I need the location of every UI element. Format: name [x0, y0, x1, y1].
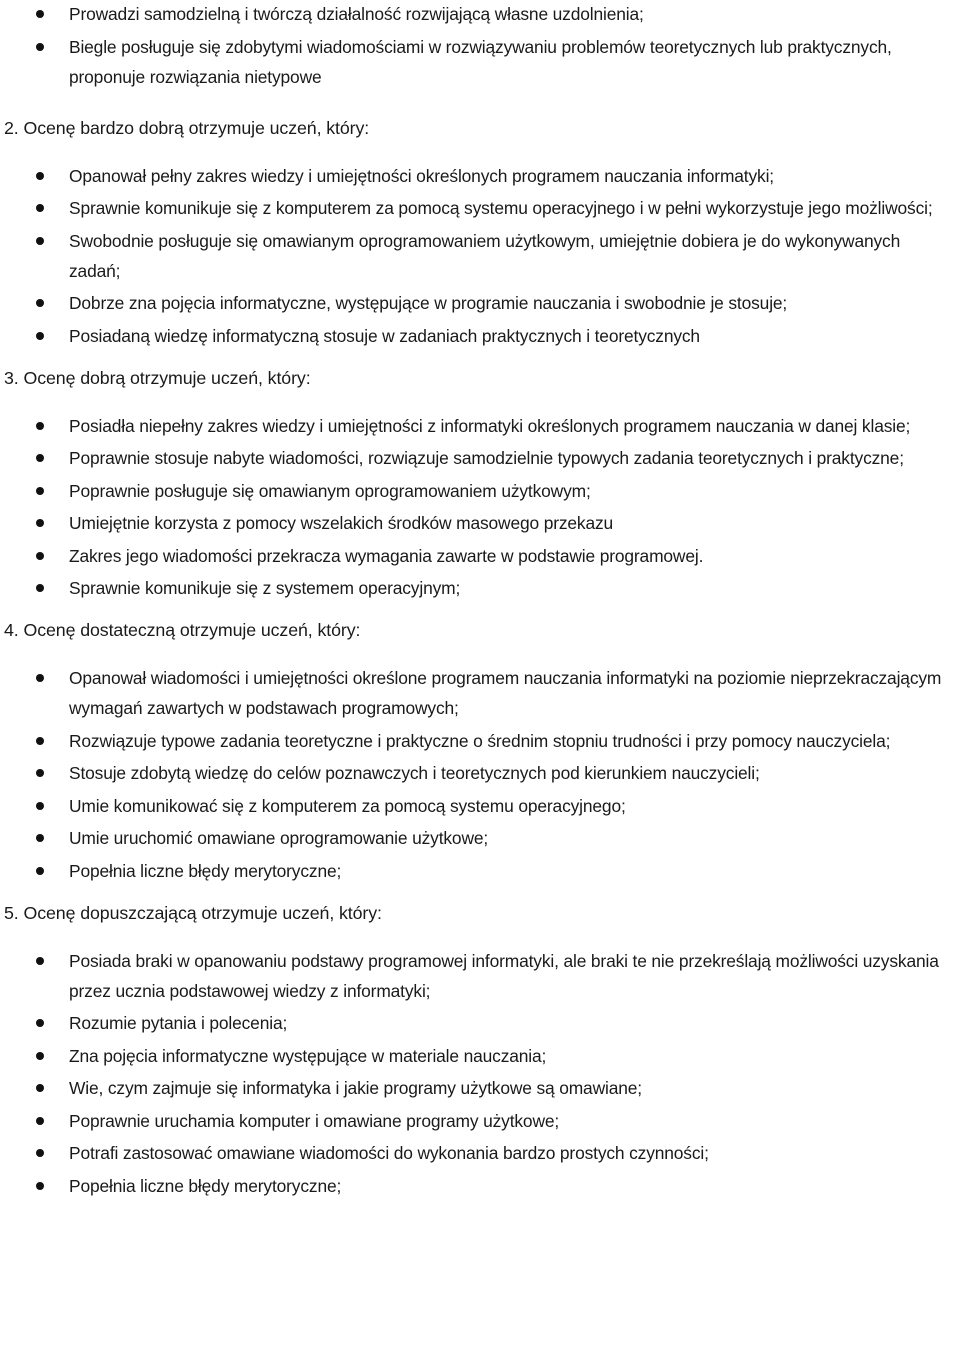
bullet-icon: [36, 1019, 44, 1027]
list-item: [0, 1041, 960, 1071]
bullet-icon: [36, 834, 44, 842]
list-item-text: Stosuje zdobytą wiedzę do celów poznawczych i teoretycznych pod kierunkiem nauczycieli;: [69, 763, 760, 783]
bullet-icon: [36, 1084, 44, 1092]
bullet-icon: [36, 867, 44, 875]
bullet-icon: [36, 737, 44, 745]
list-item: [0, 161, 960, 191]
section-heading: 2. Ocenę bardzo dobrą otrzymuje uczeń, który:: [4, 117, 370, 138]
bullet-icon: [36, 802, 44, 810]
section-heading: 3. Ocenę dobrą otrzymuje uczeń, który:: [4, 367, 311, 388]
list-item-text: Sprawnie komunikuje się z systemem operacyjnym;: [69, 578, 461, 598]
list-item: [0, 226, 960, 286]
bullet-icon: [36, 519, 44, 527]
list-item-text: Popełnia liczne błędy merytoryczne;: [69, 860, 342, 881]
bullet-icon: [36, 584, 44, 592]
list-item: [0, 946, 960, 1006]
list-item: [0, 791, 960, 821]
list-item-text: Umiejętnie korzysta z pomocy wszelakich środków masowego przekazu: [69, 513, 614, 533]
bullet-icon: [36, 1182, 44, 1190]
list-item-text: Opanował pełny zakres wiedzy i umiejętności określonych programem nauczania informatyki;: [69, 165, 774, 186]
bullet-icon: [36, 10, 44, 18]
bullet-icon: [36, 422, 44, 430]
list-item: [0, 508, 960, 538]
section-list: [0, 946, 960, 1201]
list-item: [0, 0, 960, 29]
bullet-icon: [36, 1052, 44, 1060]
list-item-text: Zna pojęcia informatyczne występujące w materiale nauczania;: [69, 1045, 547, 1066]
bullet-icon: [36, 552, 44, 560]
section-list: [0, 663, 960, 886]
list-item-text: Popełnia liczne błędy merytoryczne;: [69, 1175, 342, 1196]
intro-list: [0, 0, 960, 92]
bullet-icon: [36, 769, 44, 777]
list-item-text: Posiadła niepełny zakres wiedzy i umiejętności z informatyki określonych programem nauczania w danej klasie;: [69, 415, 911, 436]
section-list: [0, 411, 960, 604]
list-item-text: Rozwiązuje typowe zadania teoretyczne i praktyczne o średnim stopniu trudności i przy pomocy nauczyciela;: [69, 730, 891, 751]
section-heading: 4. Ocenę dostateczną otrzymuje uczeń, który:: [4, 620, 361, 640]
list-item-text: Dobrze zna pojęcia informatyczne, występujące w programie nauczania i swobodnie je stosuje;: [69, 293, 788, 313]
list-item: [0, 288, 960, 318]
list-item: [0, 411, 960, 441]
list-item-text: Posiada braki w opanowaniu podstawy programowej informatyki, ale braki te nie przekreślają możliwości uzyskania przez ucznia podstawowej wiedzy z informatyki;: [69, 950, 939, 1001]
list-item: [0, 1008, 960, 1038]
list-item: [0, 573, 960, 603]
bullet-icon: [36, 957, 44, 965]
list-item: [0, 663, 960, 723]
bullet-icon: [36, 454, 44, 462]
list-item: [0, 32, 960, 92]
list-item-text: Umie uruchomić omawiane oprogramowanie użytkowe;: [69, 828, 489, 848]
list-item: [0, 1138, 960, 1168]
list-item: [0, 856, 960, 886]
list-item: [0, 541, 960, 571]
list-item-text: Poprawnie stosuje nabyte wiadomości, rozwiązuje samodzielnie typowych zadania teoretycznych i praktyczne;: [69, 448, 904, 468]
list-item-text: Poprawnie posługuje się omawianym oprogramowaniem użytkowym;: [69, 480, 591, 501]
bullet-icon: [36, 332, 44, 340]
list-item: [0, 758, 960, 788]
list-item-text: Opanował wiadomości i umiejętności określone programem nauczania informatyki na poziomie nieprzekraczającym wymagań zawartych w podstawach programowych;: [69, 668, 942, 718]
bullet-icon: [36, 487, 44, 495]
section-heading: 5. Ocenę dopuszczającą otrzymuje uczeń, który:: [4, 902, 382, 923]
bullet-icon: [36, 204, 44, 212]
list-item: [0, 726, 960, 756]
list-item-text: Zakres jego wiadomości przekracza wymagania zawarte w podstawie programowej.: [69, 545, 704, 566]
list-item-text: Potrafi zastosować omawiane wiadomości do wykonania bardzo prostych czynności;: [69, 1143, 709, 1163]
list-item: [0, 321, 960, 351]
list-item: [0, 1171, 960, 1201]
list-item-text: Biegle posługuje się zdobytymi wiadomościami w rozwiązywaniu problemów teoretycznych lub praktycznych, proponuje rozwiązania nietypowe: [69, 36, 892, 87]
list-item-text: Posiadaną wiedzę informatyczną stosuje w zadaniach praktycznych i teoretycznych: [69, 325, 700, 346]
list-item: [0, 823, 960, 853]
list-item: [0, 443, 960, 473]
list-item-text: Wie, czym zajmuje się informatyka i jakie programy użytkowe są omawiane;: [69, 1078, 642, 1098]
bullet-icon: [36, 1149, 44, 1157]
list-item: [0, 1073, 960, 1103]
list-item: [0, 476, 960, 506]
list-item-text: Umie komunikować się z komputerem za pomocą systemu operacyjnego;: [69, 795, 626, 816]
list-item: [0, 193, 960, 223]
list-item: [0, 1106, 960, 1136]
list-item-text: Prowadzi samodzielną i twórczą działalność rozwijającą własne uzdolnienia;: [69, 4, 644, 24]
bullet-icon: [36, 674, 44, 682]
list-item-text: Swobodnie posługuje się omawianym oprogramowaniem użytkowym, umiejętnie dobiera je do wykonywanych zadań;: [69, 230, 901, 281]
list-item-text: Sprawnie komunikuje się z komputerem za pomocą systemu operacyjnego i w pełni wykorzystuje jego możliwości;: [69, 198, 933, 218]
bullet-icon: [36, 299, 44, 307]
bullet-icon: [36, 172, 44, 180]
bullet-icon: [36, 1117, 44, 1125]
list-item-text: Rozumie pytania i polecenia;: [69, 1013, 288, 1033]
bullet-icon: [36, 43, 44, 51]
section-list: [0, 161, 960, 351]
list-item-text: Poprawnie uruchamia komputer i omawiane programy użytkowe;: [69, 1110, 560, 1131]
bullet-icon: [36, 237, 44, 245]
